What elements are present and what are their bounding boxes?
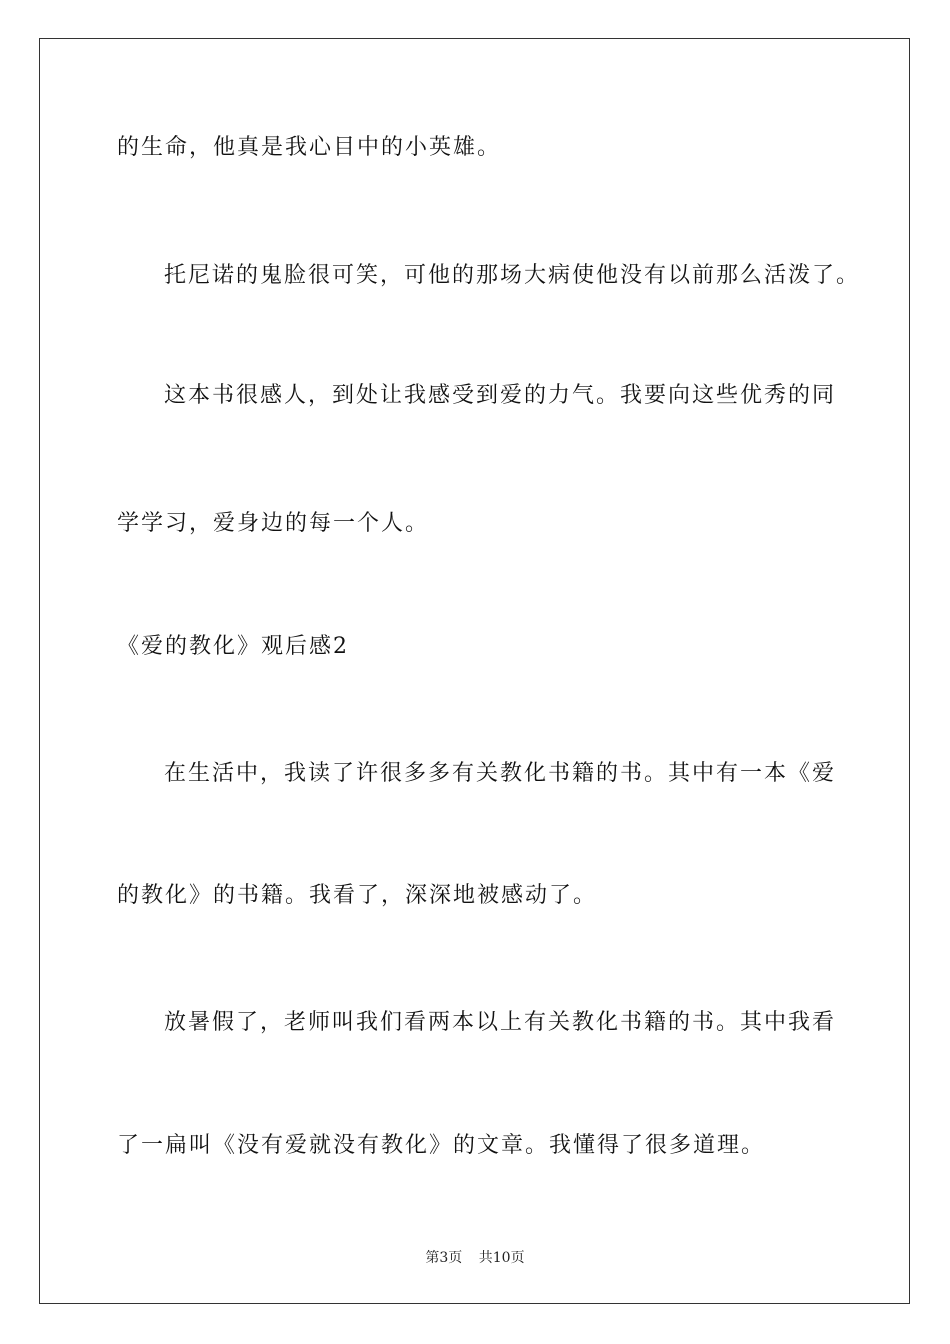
paragraph-line: 放暑假了，老师叫我们看两本以上有关教化书籍的书。其中我看 [164,1010,837,1035]
paragraph-line: 的生命，他真是我心目中的小英雄。 [117,135,502,160]
paragraph-line: 托尼诺的鬼脸很可笑，可他的那场大病使他没有以前那么活泼了。 [164,263,861,288]
paragraph-line: 在生活中，我读了许很多多有关教化书籍的书。其中有一本《爱 [164,761,837,786]
page-total: 共10页 [478,1250,525,1266]
paragraph-line: 这本书很感人，到处让我感受到爱的力气。我要向这些优秀的同 [164,383,837,408]
page-border [39,38,910,1304]
paragraph-line: 了一扁叫《没有爱就没有教化》的文章。我懂得了很多道理。 [117,1133,766,1158]
page-footer [0,1248,950,1268]
page-number: 第3页 [425,1250,463,1266]
paragraph-line: 的教化》的书籍。我看了，深深地被感动了。 [117,883,598,908]
section-heading: 《爱的教化》观后感2 [117,634,349,659]
paragraph-line: 学学习，爱身边的每一个人。 [117,511,430,536]
